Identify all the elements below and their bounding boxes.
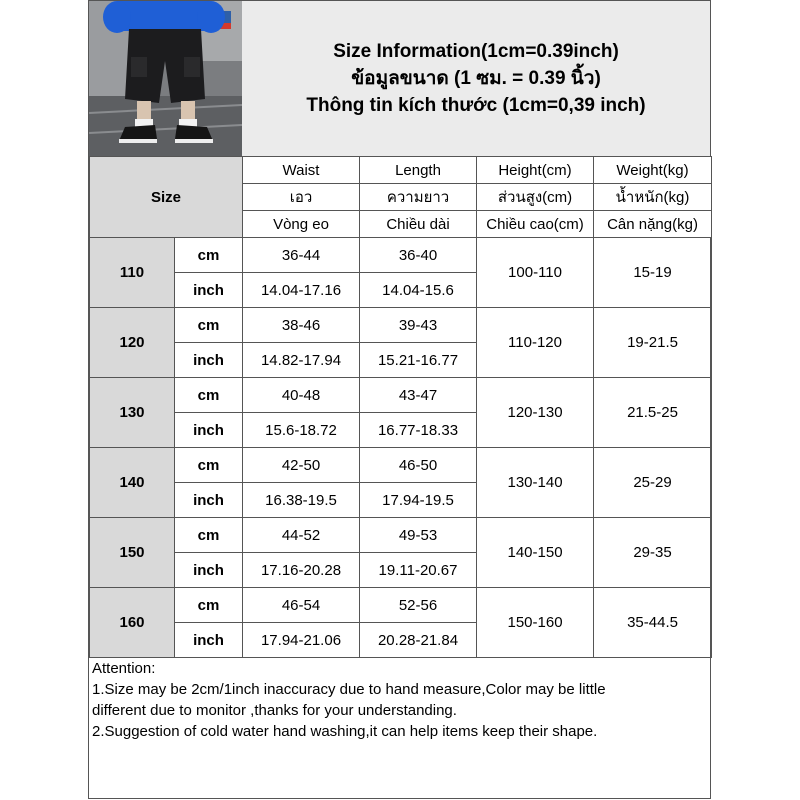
waist-cm-value: 36-44 <box>243 238 360 273</box>
table-row <box>90 448 712 483</box>
waist-header-vi: Vòng eo <box>243 211 360 238</box>
waist-inch-value: 17.16-20.28 <box>243 553 360 588</box>
header-title-en: Size Information(1cm=0.39inch) <box>333 41 619 62</box>
weight-header-th: น้ำหนัก(kg) <box>594 184 712 211</box>
unit-inch: inch <box>175 273 243 308</box>
length-inch-value: 19.11-20.67 <box>360 553 477 588</box>
attention-notes <box>92 658 707 742</box>
waist-header-en: Waist <box>243 157 360 184</box>
length-cm-value: 52-56 <box>360 588 477 623</box>
height-value: 110-120 <box>477 308 594 378</box>
table-row <box>90 308 712 343</box>
length-cm-value: 49-53 <box>360 518 477 553</box>
waist-inch-value: 17.94-21.06 <box>243 623 360 658</box>
length-inch-value: 17.94-19.5 <box>360 483 477 518</box>
length-inch-value: 15.21-16.77 <box>360 343 477 378</box>
waist-cm-value: 42-50 <box>243 448 360 483</box>
size-information-header <box>242 1 710 156</box>
attention-note-1b: different due to monitor ,thanks for your understanding. <box>92 702 457 719</box>
height-value: 140-150 <box>477 518 594 588</box>
height-value: 120-130 <box>477 378 594 448</box>
header-title-vi: Thông tin kích thước (1cm=0,39 inch) <box>306 95 646 116</box>
weight-value: 35-44.5 <box>594 588 712 658</box>
weight-value: 19-21.5 <box>594 308 712 378</box>
attention-title: Attention: <box>92 660 156 677</box>
waist-inch-value: 14.04-17.16 <box>243 273 360 308</box>
waist-cm-value: 46-54 <box>243 588 360 623</box>
height-header-vi: Chiều cao(cm) <box>477 211 594 238</box>
height-header-th: ส่วนสูง(cm) <box>477 184 594 211</box>
length-inch-value: 16.77-18.33 <box>360 413 477 448</box>
length-inch-value: 14.04-15.6 <box>360 273 477 308</box>
height-value: 150-160 <box>477 588 594 658</box>
unit-cm: cm <box>175 588 243 623</box>
length-header-th: ความยาว <box>360 184 477 211</box>
height-header-en: Height(cm) <box>477 157 594 184</box>
size-column-header: Size <box>90 157 243 238</box>
table-row <box>90 588 712 623</box>
table-row <box>90 518 712 553</box>
height-value: 130-140 <box>477 448 594 518</box>
height-value: 100-110 <box>477 238 594 308</box>
length-cm-value: 39-43 <box>360 308 477 343</box>
product-photo <box>89 1 243 156</box>
waist-cm-value: 44-52 <box>243 518 360 553</box>
length-cm-value: 43-47 <box>360 378 477 413</box>
table-row <box>90 378 712 413</box>
unit-inch: inch <box>175 553 243 588</box>
waist-cm-value: 40-48 <box>243 378 360 413</box>
size-label: 150 <box>90 518 175 588</box>
unit-cm: cm <box>175 518 243 553</box>
unit-inch: inch <box>175 413 243 448</box>
weight-value: 21.5-25 <box>594 378 712 448</box>
waist-cm-value: 38-46 <box>243 308 360 343</box>
unit-inch: inch <box>175 343 243 378</box>
size-label: 120 <box>90 308 175 378</box>
length-inch-value: 20.28-21.84 <box>360 623 477 658</box>
header-title-th: ข้อมูลขนาด (1 ซม. = 0.39 นิ้ว) <box>351 68 601 89</box>
size-chart-sheet <box>88 0 711 799</box>
attention-note-1a: 1.Size may be 2cm/1inch inaccuracy due to hand measure,Color may be little <box>92 681 606 698</box>
length-header-en: Length <box>360 157 477 184</box>
length-cm-value: 46-50 <box>360 448 477 483</box>
weight-header-en: Weight(kg) <box>594 157 712 184</box>
attention-note-2: 2.Suggestion of cold water hand washing,it can help items keep their shape. <box>92 723 598 740</box>
unit-cm: cm <box>175 448 243 483</box>
unit-cm: cm <box>175 378 243 413</box>
size-table <box>89 156 712 658</box>
length-header-vi: Chiều dài <box>360 211 477 238</box>
size-label: 160 <box>90 588 175 658</box>
unit-inch: inch <box>175 623 243 658</box>
waist-inch-value: 14.82-17.94 <box>243 343 360 378</box>
size-label: 110 <box>90 238 175 308</box>
product-photo-image <box>89 1 242 156</box>
unit-cm: cm <box>175 308 243 343</box>
length-cm-value: 36-40 <box>360 238 477 273</box>
weight-value: 15-19 <box>594 238 712 308</box>
table-header-row <box>90 157 712 184</box>
size-label: 130 <box>90 378 175 448</box>
weight-value: 25-29 <box>594 448 712 518</box>
unit-cm: cm <box>175 238 243 273</box>
unit-inch: inch <box>175 483 243 518</box>
waist-inch-value: 15.6-18.72 <box>243 413 360 448</box>
weight-header-vi: Cân nặng(kg) <box>594 211 712 238</box>
size-label: 140 <box>90 448 175 518</box>
table-row <box>90 238 712 273</box>
waist-inch-value: 16.38-19.5 <box>243 483 360 518</box>
waist-header-th: เอว <box>243 184 360 211</box>
weight-value: 29-35 <box>594 518 712 588</box>
